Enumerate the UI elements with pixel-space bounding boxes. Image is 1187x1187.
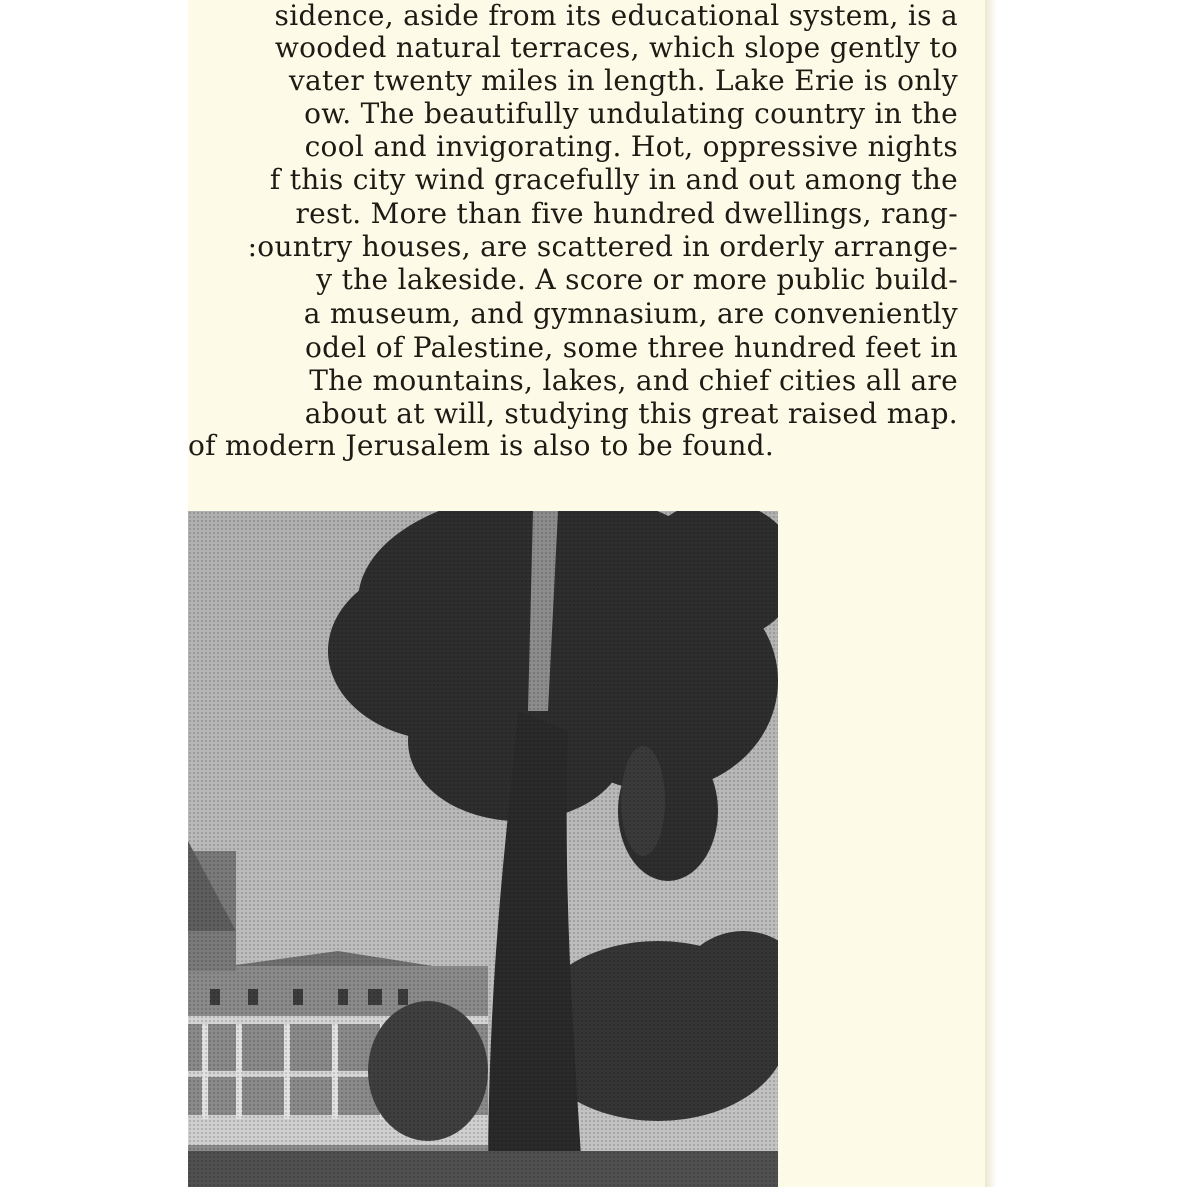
photo-illustration: [188, 511, 778, 1187]
page-edge: [985, 0, 997, 1187]
text-line: sidence, aside from its educational system, is a: [274, 0, 958, 32]
halftone-photograph: [188, 511, 778, 1187]
text-line: ow. The beautifully undulating country in the: [304, 97, 958, 130]
book-page: [188, 0, 985, 1187]
halftone-texture: [188, 511, 778, 1187]
text-line: y the lakeside. A score or more public build-: [316, 263, 958, 296]
text-line: wooded natural terraces, which slope gently to: [274, 31, 958, 64]
text-line: vater twenty miles in length. Lake Erie is only: [288, 64, 958, 97]
text-line: The mountains, lakes, and chief cities all are: [309, 364, 958, 397]
text-line: f this city wind gracefully in and out among the: [269, 163, 958, 196]
text-line: about at will, studying this great raised map.: [304, 397, 958, 430]
text-line: :ountry houses, are scattered in orderly arrange-: [247, 230, 958, 263]
text-line: a museum, and gymnasium, are conveniently: [303, 297, 958, 330]
text-line: of modern Jerusalem is also to be found.: [188, 429, 775, 462]
text-line: cool and invigorating. Hot, oppressive nights: [304, 130, 958, 163]
text-line: odel of Palestine, some three hundred feet in: [304, 331, 958, 364]
text-line: rest. More than five hundred dwellings, rang-: [295, 197, 958, 230]
